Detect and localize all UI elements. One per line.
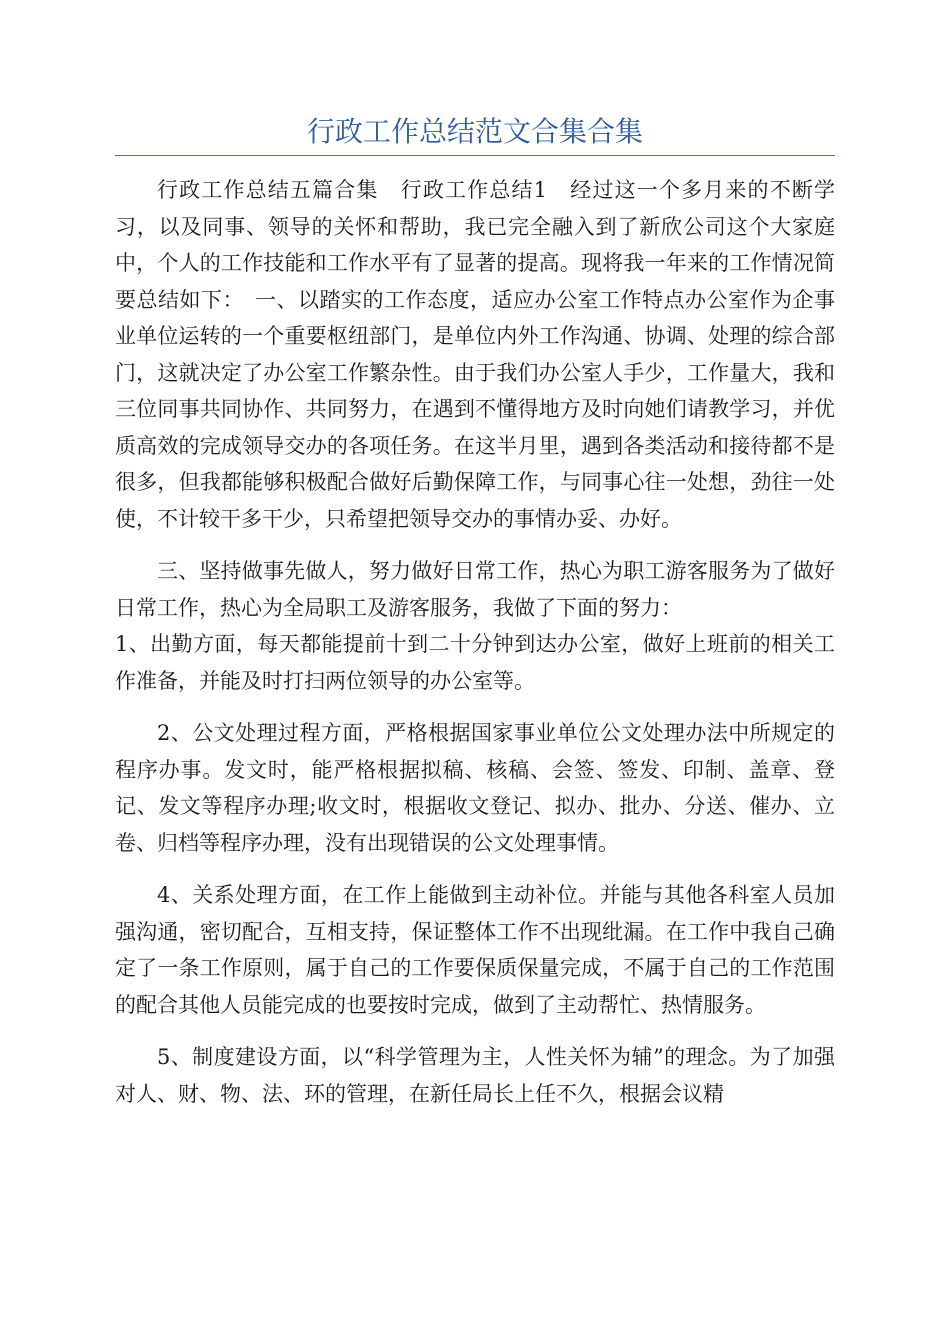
paragraph-item-rules: 5、制度建设方面，以“科学管理为主，人性关怀为辅”的理念。为了加强对人、财、物、法、环的管理，在新任局长上任不久，根据会议精 — [115, 1045, 835, 1106]
paragraph-item-documents: 2、公文处理过程方面，严格根据国家事业单位公文处理办法中所规定的程序办事。发文时，能严格根据拟稿、核稿、会签、签发、印制、盖章、登记、发文等程序办理;收文时，根据收文登记、拟办、批办、分送、催办、立卷、归档等程序办理，没有出现错误的公文处理事情。 — [115, 721, 835, 855]
paragraph-intro: 行政工作总结五篇合集 行政工作总结1 经过这一个多月来的不断学习，以及同事、领导的关怀和帮助，我已完全融入到了新欣公司这个大家庭中，个人的工作技能和工作水平有了显著的提高。现将我一年来的工作情况简要总结如下： 一、以踏实的工作态度，适应办公室工作特点办公室作为企事业单位运转的一个重要枢纽部门，是单位内外工作沟通、协调、处理的综合部门，这就决定了办公室工作繁杂性。由于我们办公室人手少，工作量大，我和三位同事共同协作、共同努力，在遇到不懂得地方及时向她们请教学习，并优质高效的完成领导交办的各项任务。在这半月里，遇到各类活动和接待都不是很多，但我都能够积极配合做好后勤保障工作，与同事心往一处想，劲往一处使，不计较干多干少，只希望把领导交办的事情办妥、办好。 — [115, 178, 835, 531]
document-body — [115, 172, 835, 1128]
paragraph-item-relations: 4、关系处理方面，在工作上能做到主动补位。并能与其他各科室人员加强沟通，密切配合，互相支持，保证整体工作不出现纰漏。在工作中我自己确定了一条工作原则，属于自己的工作要保质保量完成，不属于自己的工作范围的配合其他人员能完成的也要按时完成，做到了主动帮忙、热情服务。 — [115, 883, 835, 1017]
paragraph-section-three: 三、坚持做事先做人，努力做好日常工作，热心为职工游客服务为了做好日常工作，热心为全局职工及游客服务，我做了下面的努力： — [115, 559, 835, 620]
title-underline — [115, 155, 835, 156]
document-title: 行政工作总结范文合集合集 — [306, 115, 643, 148]
paragraph-item-attendance: 1、出勤方面，每天都能提前十到二十分钟到达办公室，做好上班前的相关工作准备，并能及时打扫两位领导的办公室等。 — [115, 632, 835, 693]
